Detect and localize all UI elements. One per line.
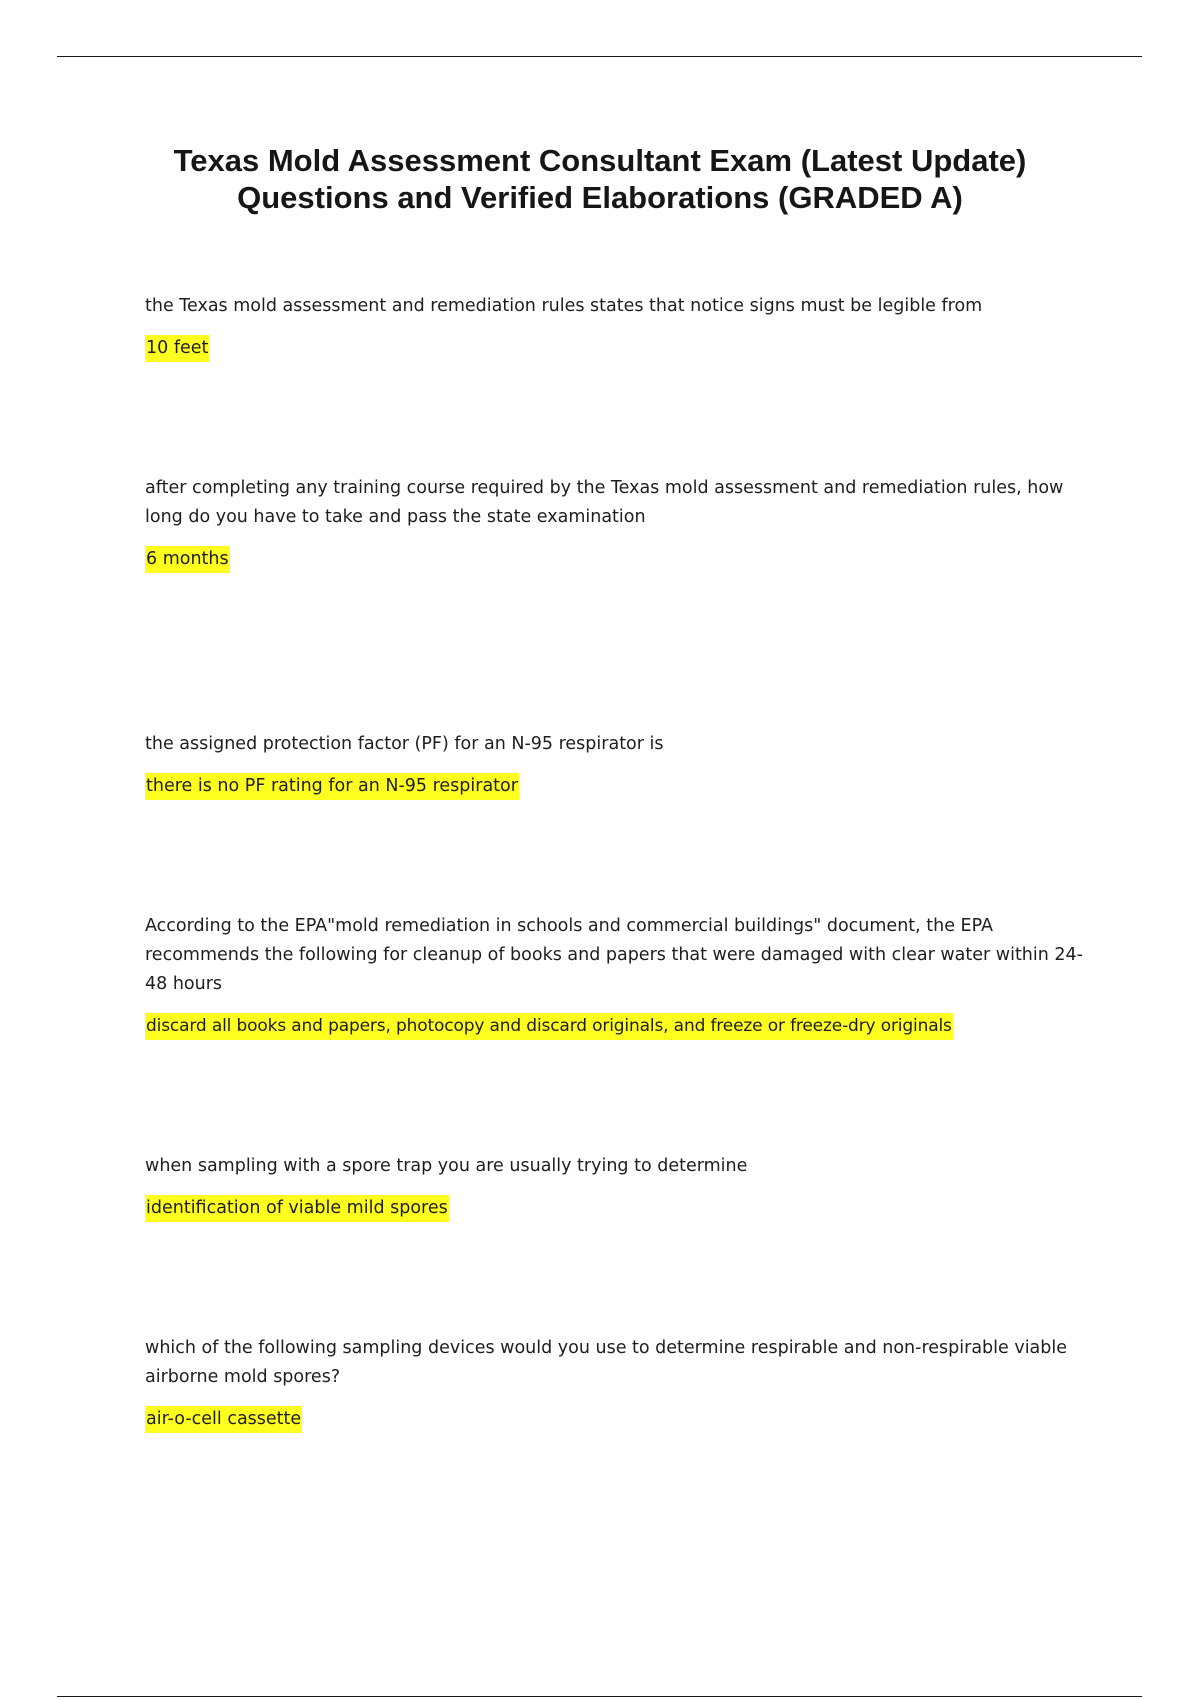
- question-text: the Texas mold assessment and remediation rules states that notice signs must be legible from: [145, 296, 983, 316]
- bottom-rule: [57, 1696, 1142, 1697]
- answer-highlight: 6 months: [145, 546, 230, 573]
- question-text: after completing any training course required by the Texas mold assessment and remediation rules, how long do you have to take and pass the state examination: [145, 478, 1064, 527]
- qa-item: [145, 730, 1090, 800]
- title-line-1: Texas Mold Assessment Consultant Exam (Latest Update): [173, 143, 1027, 178]
- answer-highlight: air-o-cell cassette: [145, 1406, 302, 1433]
- answer-highlight: 10 feet: [145, 335, 209, 362]
- qa-item: [145, 912, 1090, 1040]
- title-line-2: Questions and Verified Elaborations (GRADED A): [237, 180, 963, 215]
- top-rule: [57, 56, 1142, 57]
- answer-highlight: discard all books and papers, photocopy and discard originals, and freeze or freeze-dry originals: [145, 1013, 953, 1040]
- qa-item: [145, 1334, 1090, 1433]
- qa-item: [145, 474, 1090, 573]
- qa-item: [145, 1152, 1090, 1222]
- question-text: According to the EPA"mold remediation in schools and commercial buildings" document, the EPA recommends the following for cleanup of books and papers that were damaged with clear water within 24-48 hours: [145, 916, 1083, 994]
- question-text: which of the following sampling devices would you use to determine respirable and non-respirable viable airborne mold spores?: [145, 1338, 1068, 1387]
- answer-highlight: there is no PF rating for an N-95 respirator: [145, 773, 519, 800]
- answer-highlight: identification of viable mild spores: [145, 1195, 449, 1222]
- question-text: the assigned protection factor (PF) for an N-95 respirator is: [145, 734, 664, 754]
- qa-item: [145, 292, 1090, 362]
- question-text: when sampling with a spore trap you are usually trying to determine: [145, 1156, 748, 1176]
- document-title: [100, 142, 1100, 216]
